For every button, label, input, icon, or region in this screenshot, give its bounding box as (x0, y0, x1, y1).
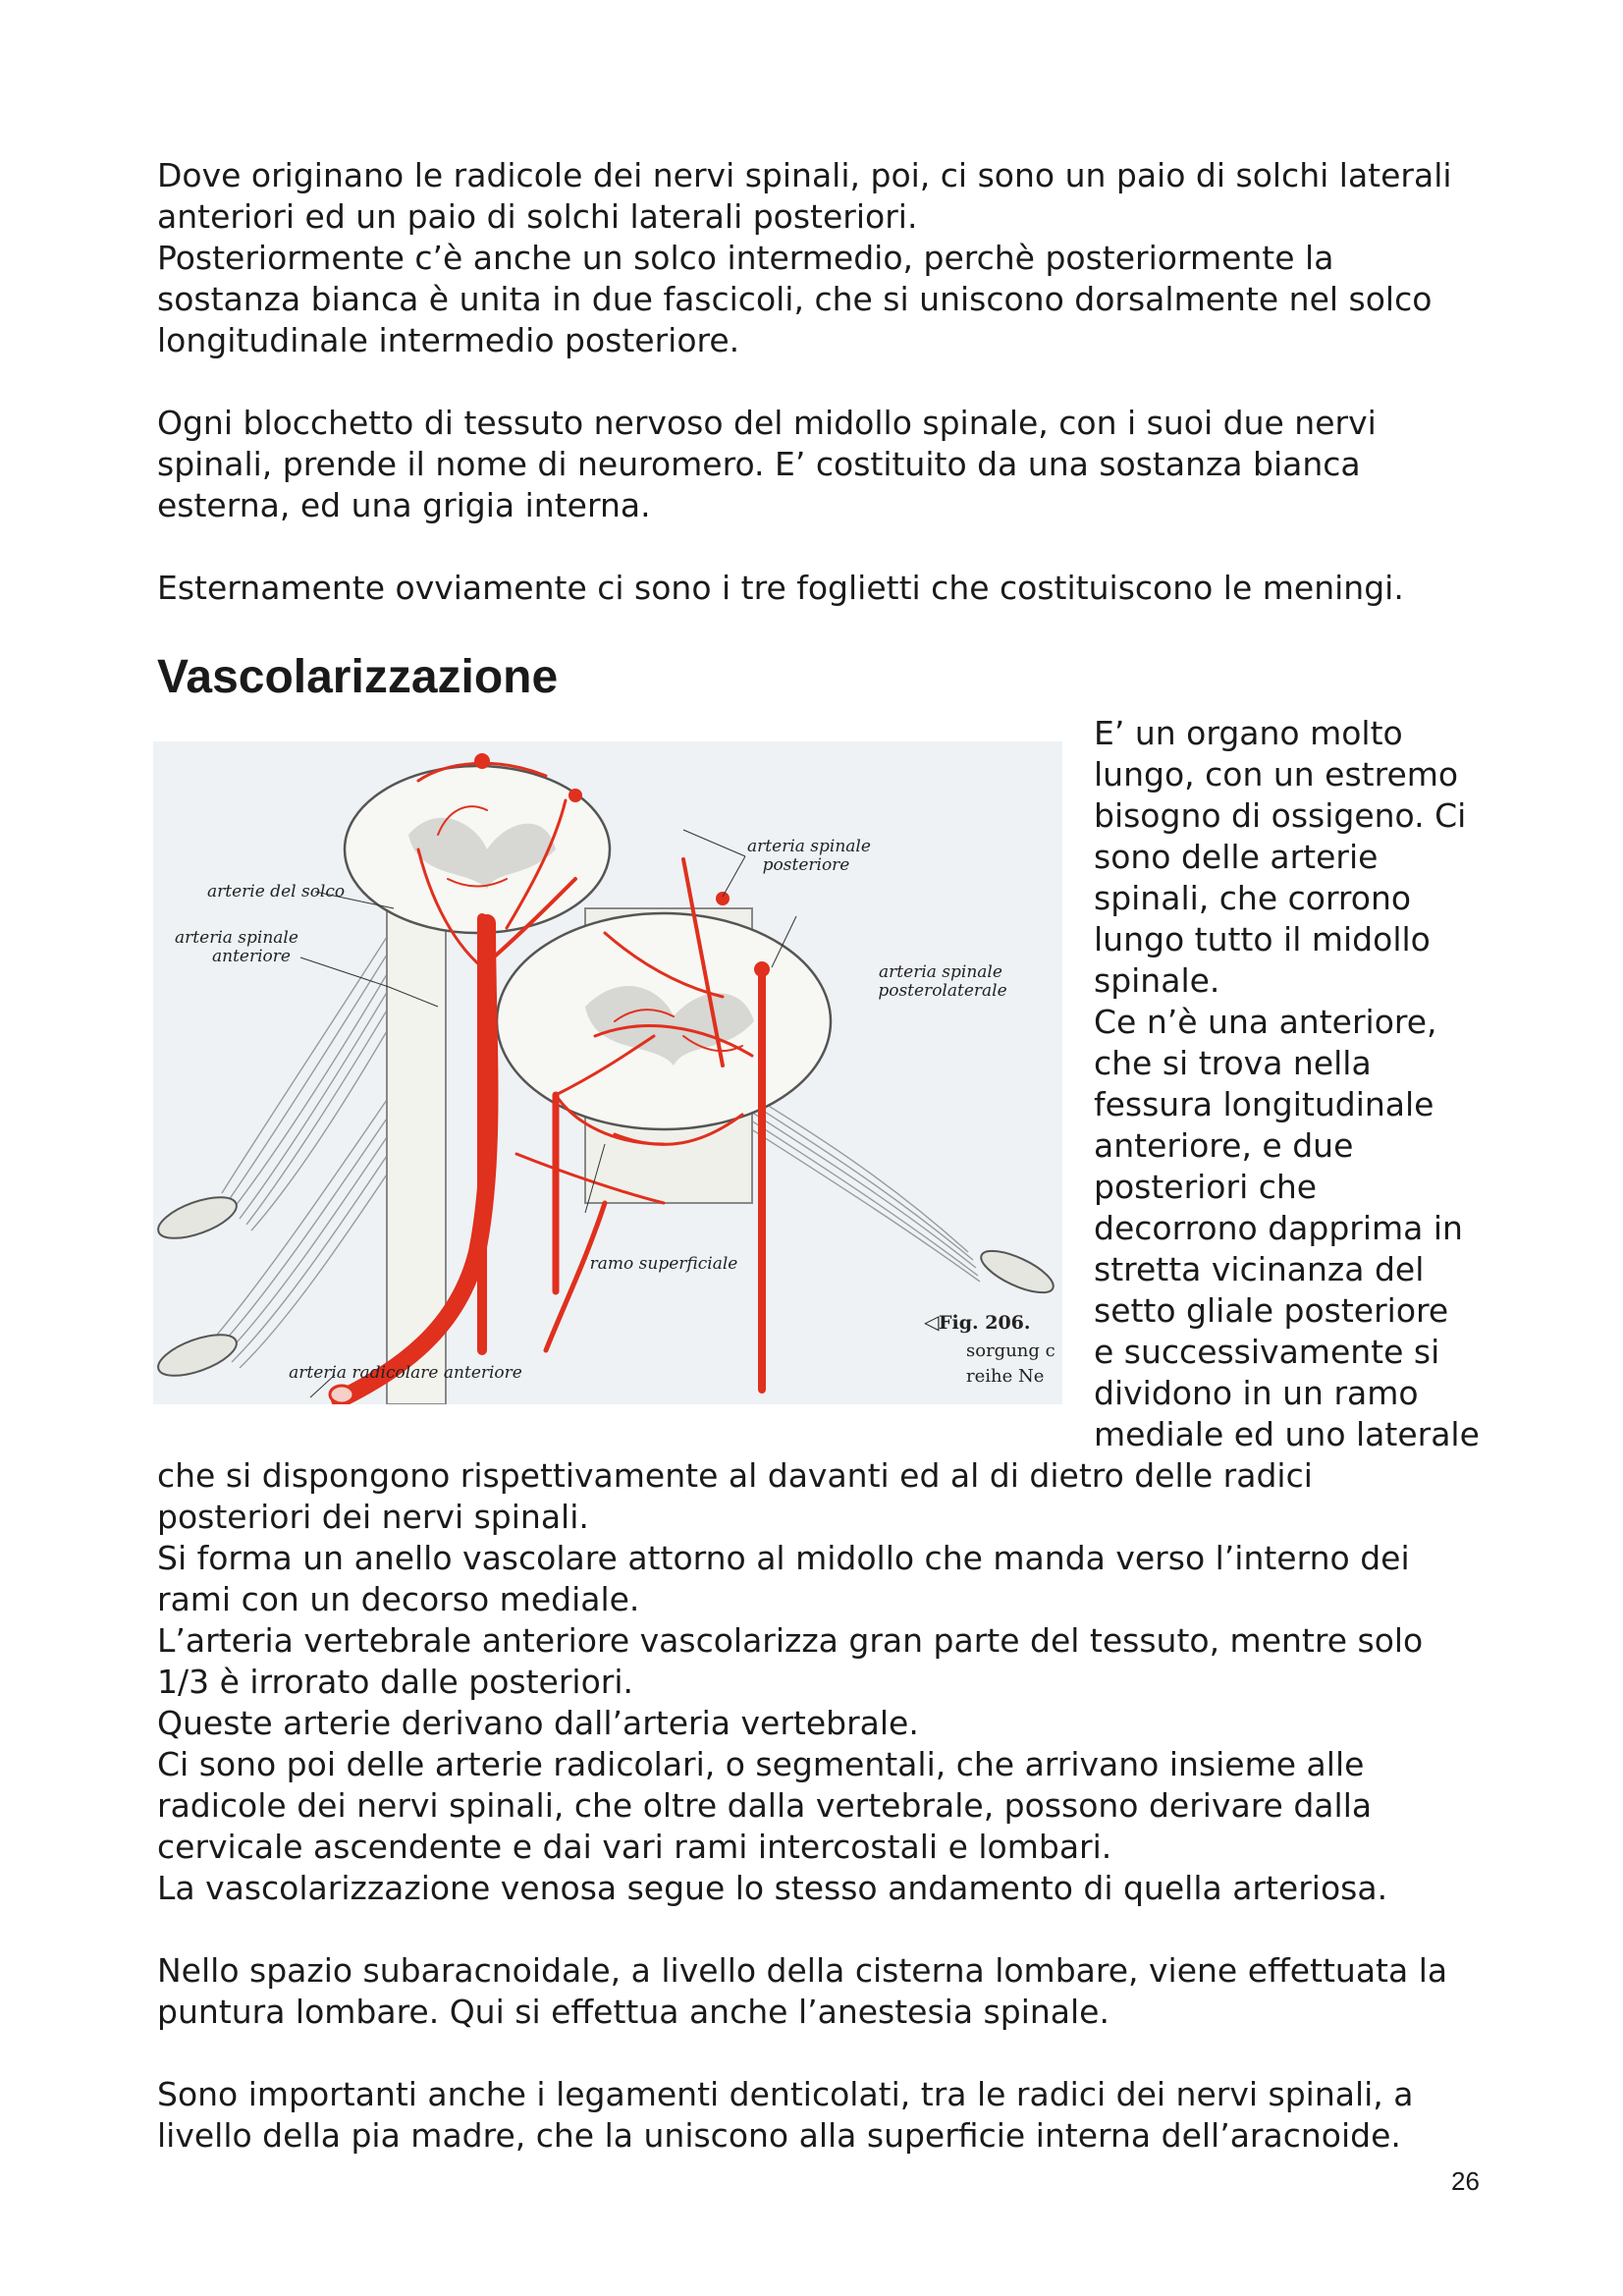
text-line: esterna, ed una grigia interna. (157, 486, 651, 524)
left-lower-ganglion (153, 1327, 242, 1385)
text-line: Ogni blocchetto di tessuto nervoso del midollo spinale, con i suoi due nervi (157, 404, 1377, 442)
text-line: anteriore, e due (1094, 1126, 1354, 1165)
figure-caption-line2: sorgung c (966, 1340, 1055, 1361)
section-title: Vascolarizzazione (157, 651, 559, 703)
label-anteriore: anteriore (212, 947, 291, 966)
text-line: posteriori dei nervi spinali. (157, 1498, 589, 1536)
text-line: posteriori che (1094, 1168, 1318, 1206)
paragraph-meningi (157, 568, 1492, 609)
text-line: cervicale ascendente e dai vari rami intercostali e lombari. (157, 1828, 1112, 1866)
text-line: Ce n’è una anteriore, (1094, 1003, 1437, 1041)
figure-illustration (153, 741, 1062, 1404)
figure-caption-line3: reihe Ne (966, 1366, 1045, 1387)
paragraph-legamenti (157, 2074, 1492, 2157)
text-line: radicole dei nervi spinali, che oltre dalla vertebrale, possono derivare dalla (157, 1786, 1373, 1825)
right-ganglion (976, 1242, 1058, 1300)
text-line: 1/3 è irrorato dalle posteriori. (157, 1663, 634, 1701)
text-line: lungo, con un estremo (1094, 755, 1459, 793)
text-line: sono delle arterie (1094, 838, 1379, 876)
text-line: decorrono dapprima in (1094, 1209, 1463, 1247)
text-line: L’arteria vertebrale anteriore vascolarizza gran parte del tessuto, mentre solo (157, 1621, 1424, 1660)
label-arteria-spinale-posterolaterale: arteria spinale (879, 962, 1002, 982)
label-posteriore: posteriore (762, 855, 850, 875)
text-line: e successivamente si (1094, 1333, 1440, 1371)
text-line: Posteriormente c’è anche un solco intermedio, perchè posteriormente la (157, 239, 1334, 277)
text-line: che si dispongono rispettivamente al davanti ed al di dietro delle radici (157, 1456, 1313, 1495)
label-arterie-del-solco: arterie del solco (207, 882, 346, 902)
text-line: Si forma un anello vascolare attorno al midollo che manda verso l’interno dei (157, 1539, 1410, 1577)
page-number: 26 (1451, 2166, 1480, 2196)
label-arteria-radicolare-anteriore: arteria radicolare anteriore (289, 1363, 522, 1383)
text-line: mediale ed uno laterale (1094, 1415, 1480, 1453)
text-line: stretta vicinanza del (1094, 1250, 1425, 1288)
figure-caption-number: Fig. 206. (939, 1312, 1031, 1334)
caption-arrow-icon: ◁ (924, 1310, 940, 1334)
text-line: fessura longitudinale (1094, 1085, 1434, 1123)
text-line: dividono in un ramo (1094, 1374, 1419, 1412)
text-line: livello della pia madre, che la uniscono alla superficie interna dell’aracnoide. (157, 2116, 1401, 2155)
text-line: Esternamente ovviamente ci sono i tre foglietti che costituiscono le meningi. (157, 569, 1404, 607)
text-line: spinale. (1094, 961, 1220, 1000)
side-text-arteries (1094, 713, 1506, 1455)
label-arteria-spinale-posteriore: arteria spinale (747, 837, 871, 856)
text-line: puntura lombare. Qui si effettua anche l’anestesia spinale. (157, 1993, 1109, 2031)
text-line: Dove originano le radicole dei nervi spinali, poi, ci sono un paio di solchi laterali (157, 156, 1452, 194)
left-upper-ganglion (153, 1189, 242, 1247)
paragraph-sulci (157, 155, 1492, 361)
text-line: sostanza bianca è unita in due fascicoli, che si uniscono dorsalmente nel solco (157, 280, 1433, 318)
label-posterolaterale: posterolaterale (878, 981, 1007, 1001)
paragraph-puntura-lombare (157, 1950, 1492, 2033)
label-ramo-superficiale: ramo superficiale (589, 1254, 738, 1274)
text-line: La vascolarizzazione venosa segue lo stesso andamento di quella arteriosa. (157, 1869, 1388, 1907)
text-line: rami con un decorso mediale. (157, 1580, 640, 1618)
paragraph-neuromero (157, 403, 1492, 526)
text-line: Ci sono poi delle arterie radicolari, o segmentali, che arrivano insieme alle (157, 1745, 1365, 1783)
artery-cut-end (330, 1386, 353, 1403)
text-line: spinali, che corrono (1094, 879, 1412, 917)
spinal-cord-vascular-figure (153, 741, 1062, 1404)
text-line: che si trova nella (1094, 1044, 1372, 1082)
paragraph-vascular-ring (157, 1455, 1492, 1909)
text-line: Queste arterie derivano dall’arteria vertebrale. (157, 1704, 919, 1742)
text-line: spinali, prende il nome di neuromero. E’ costituito da una sostanza bianca (157, 445, 1361, 483)
text-line: Nello spazio subaracnoidale, a livello della cisterna lombare, viene effettuata la (157, 1951, 1448, 1990)
text-line: bisogno di ossigeno. Ci (1094, 796, 1467, 835)
text-line: anteriori ed un paio di solchi laterali posteriori. (157, 197, 918, 236)
text-line: longitudinale intermedio posteriore. (157, 321, 740, 359)
text-line: setto gliale posteriore (1094, 1291, 1449, 1330)
label-arteria-spinale-anteriore: arteria spinale (175, 928, 298, 948)
text-line: Sono importanti anche i legamenti denticolati, tra le radici dei nervi spinali, a (157, 2075, 1414, 2113)
text-line: E’ un organo molto (1094, 714, 1403, 752)
text-line: lungo tutto il midollo (1094, 920, 1431, 958)
